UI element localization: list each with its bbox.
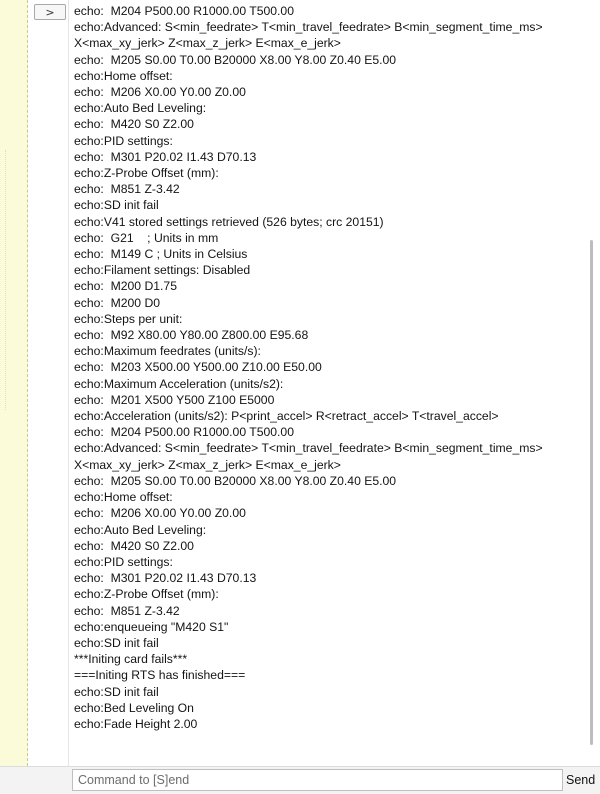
scrollbar-track[interactable] bbox=[586, 0, 600, 766]
log-line: echo:PID settings: bbox=[74, 554, 173, 569]
log-line: echo:SD init fail bbox=[74, 635, 159, 650]
log-line: echo:Maximum Acceleration (units/s2): bbox=[74, 376, 284, 391]
log-line: echo:Fade Height 2.00 bbox=[74, 716, 198, 731]
log-line: ===Initing RTS has finished=== bbox=[74, 668, 246, 683]
log-line: echo:Bed Leveling On bbox=[74, 700, 194, 715]
scrollbar-thumb[interactable] bbox=[590, 240, 593, 745]
console-gutter bbox=[28, 0, 69, 776]
log-line: echo:SD init fail bbox=[74, 684, 159, 699]
log-line: X<max_xy_jerk> Z<max_z_jerk> E<max_e_jerk> bbox=[74, 457, 341, 472]
log-line: echo:Steps per unit: bbox=[74, 311, 183, 326]
log-line: echo:PID settings: bbox=[74, 133, 173, 148]
log-line: ***Initing card fails*** bbox=[74, 652, 188, 667]
side-panel bbox=[0, 0, 28, 776]
log-line: echo: M851 Z-3.42 bbox=[74, 603, 180, 618]
expand-button[interactable]: > bbox=[34, 4, 66, 20]
log-line: echo:Advanced: S<min_feedrate> T<min_travel_feedrate> B<min_segment_time_ms> bbox=[74, 441, 543, 456]
command-input[interactable] bbox=[72, 769, 563, 791]
log-line: echo:Auto Bed Leveling: bbox=[74, 101, 207, 116]
log-line: echo: M200 D1.75 bbox=[74, 279, 177, 294]
log-line: echo:Maximum feedrates (units/s): bbox=[74, 344, 261, 359]
log-line: echo: M301 P20.02 I1.43 D70.13 bbox=[74, 149, 257, 164]
log-line: echo: M200 D0 bbox=[74, 295, 161, 310]
log-line: echo:Auto Bed Leveling: bbox=[74, 522, 207, 537]
send-button[interactable]: Send bbox=[566, 769, 600, 791]
log-line: echo: M301 P20.02 I1.43 D70.13 bbox=[74, 571, 257, 586]
log-line: echo:SD init fail bbox=[74, 198, 159, 213]
panel-divider bbox=[5, 150, 6, 410]
log-line: echo: M203 X500.00 Y500.00 Z10.00 E50.00 bbox=[74, 360, 322, 375]
log-line: echo: M420 S0 Z2.00 bbox=[74, 538, 194, 553]
log-line: echo:enqueueing "M420 S1" bbox=[74, 619, 229, 634]
log-line: echo:Home offset: bbox=[74, 490, 173, 505]
log-line: echo: M206 X0.00 Y0.00 Z0.00 bbox=[74, 85, 246, 100]
log-line: echo:Acceleration (units/s2): P<print_accel> R<retract_accel> T<travel_accel> bbox=[74, 409, 499, 424]
log-line: echo: M204 P500.00 R1000.00 T500.00 bbox=[74, 4, 294, 18]
log-line: echo: G21 ; Units in mm bbox=[74, 230, 219, 245]
log-line: echo:V41 stored settings retrieved (526 bytes; crc 20151) bbox=[74, 214, 384, 229]
log-line: echo:Z-Probe Offset (mm): bbox=[74, 166, 219, 181]
log-line: echo:Advanced: S<min_feedrate> T<min_travel_feedrate> B<min_segment_time_ms> bbox=[74, 20, 543, 35]
console-log[interactable] bbox=[74, 3, 586, 765]
log-line: echo: M205 S0.00 T0.00 B20000 X8.00 Y8.00 Z0.40 E5.00 bbox=[74, 473, 397, 488]
log-line: echo: M92 X80.00 Y80.00 Z800.00 E95.68 bbox=[74, 328, 309, 343]
log-line: echo: M206 X0.00 Y0.00 Z0.00 bbox=[74, 506, 246, 521]
log-line: echo: M851 Z-3.42 bbox=[74, 182, 180, 197]
log-line: echo: M201 X500 Y500 Z100 E5000 bbox=[74, 392, 275, 407]
log-line: echo:Home offset: bbox=[74, 68, 173, 83]
log-line: echo:Z-Probe Offset (mm): bbox=[74, 587, 219, 602]
log-line: echo: M204 P500.00 R1000.00 T500.00 bbox=[74, 425, 294, 440]
log-line: echo: M420 S0 Z2.00 bbox=[74, 117, 194, 132]
log-line: X<max_xy_jerk> Z<max_z_jerk> E<max_e_jerk> bbox=[74, 36, 341, 51]
log-line: echo: M205 S0.00 T0.00 B20000 X8.00 Y8.00 Z0.40 E5.00 bbox=[74, 52, 397, 67]
log-line: echo: M149 C ; Units in Celsius bbox=[74, 247, 248, 262]
log-line: echo:Filament settings: Disabled bbox=[74, 263, 251, 278]
